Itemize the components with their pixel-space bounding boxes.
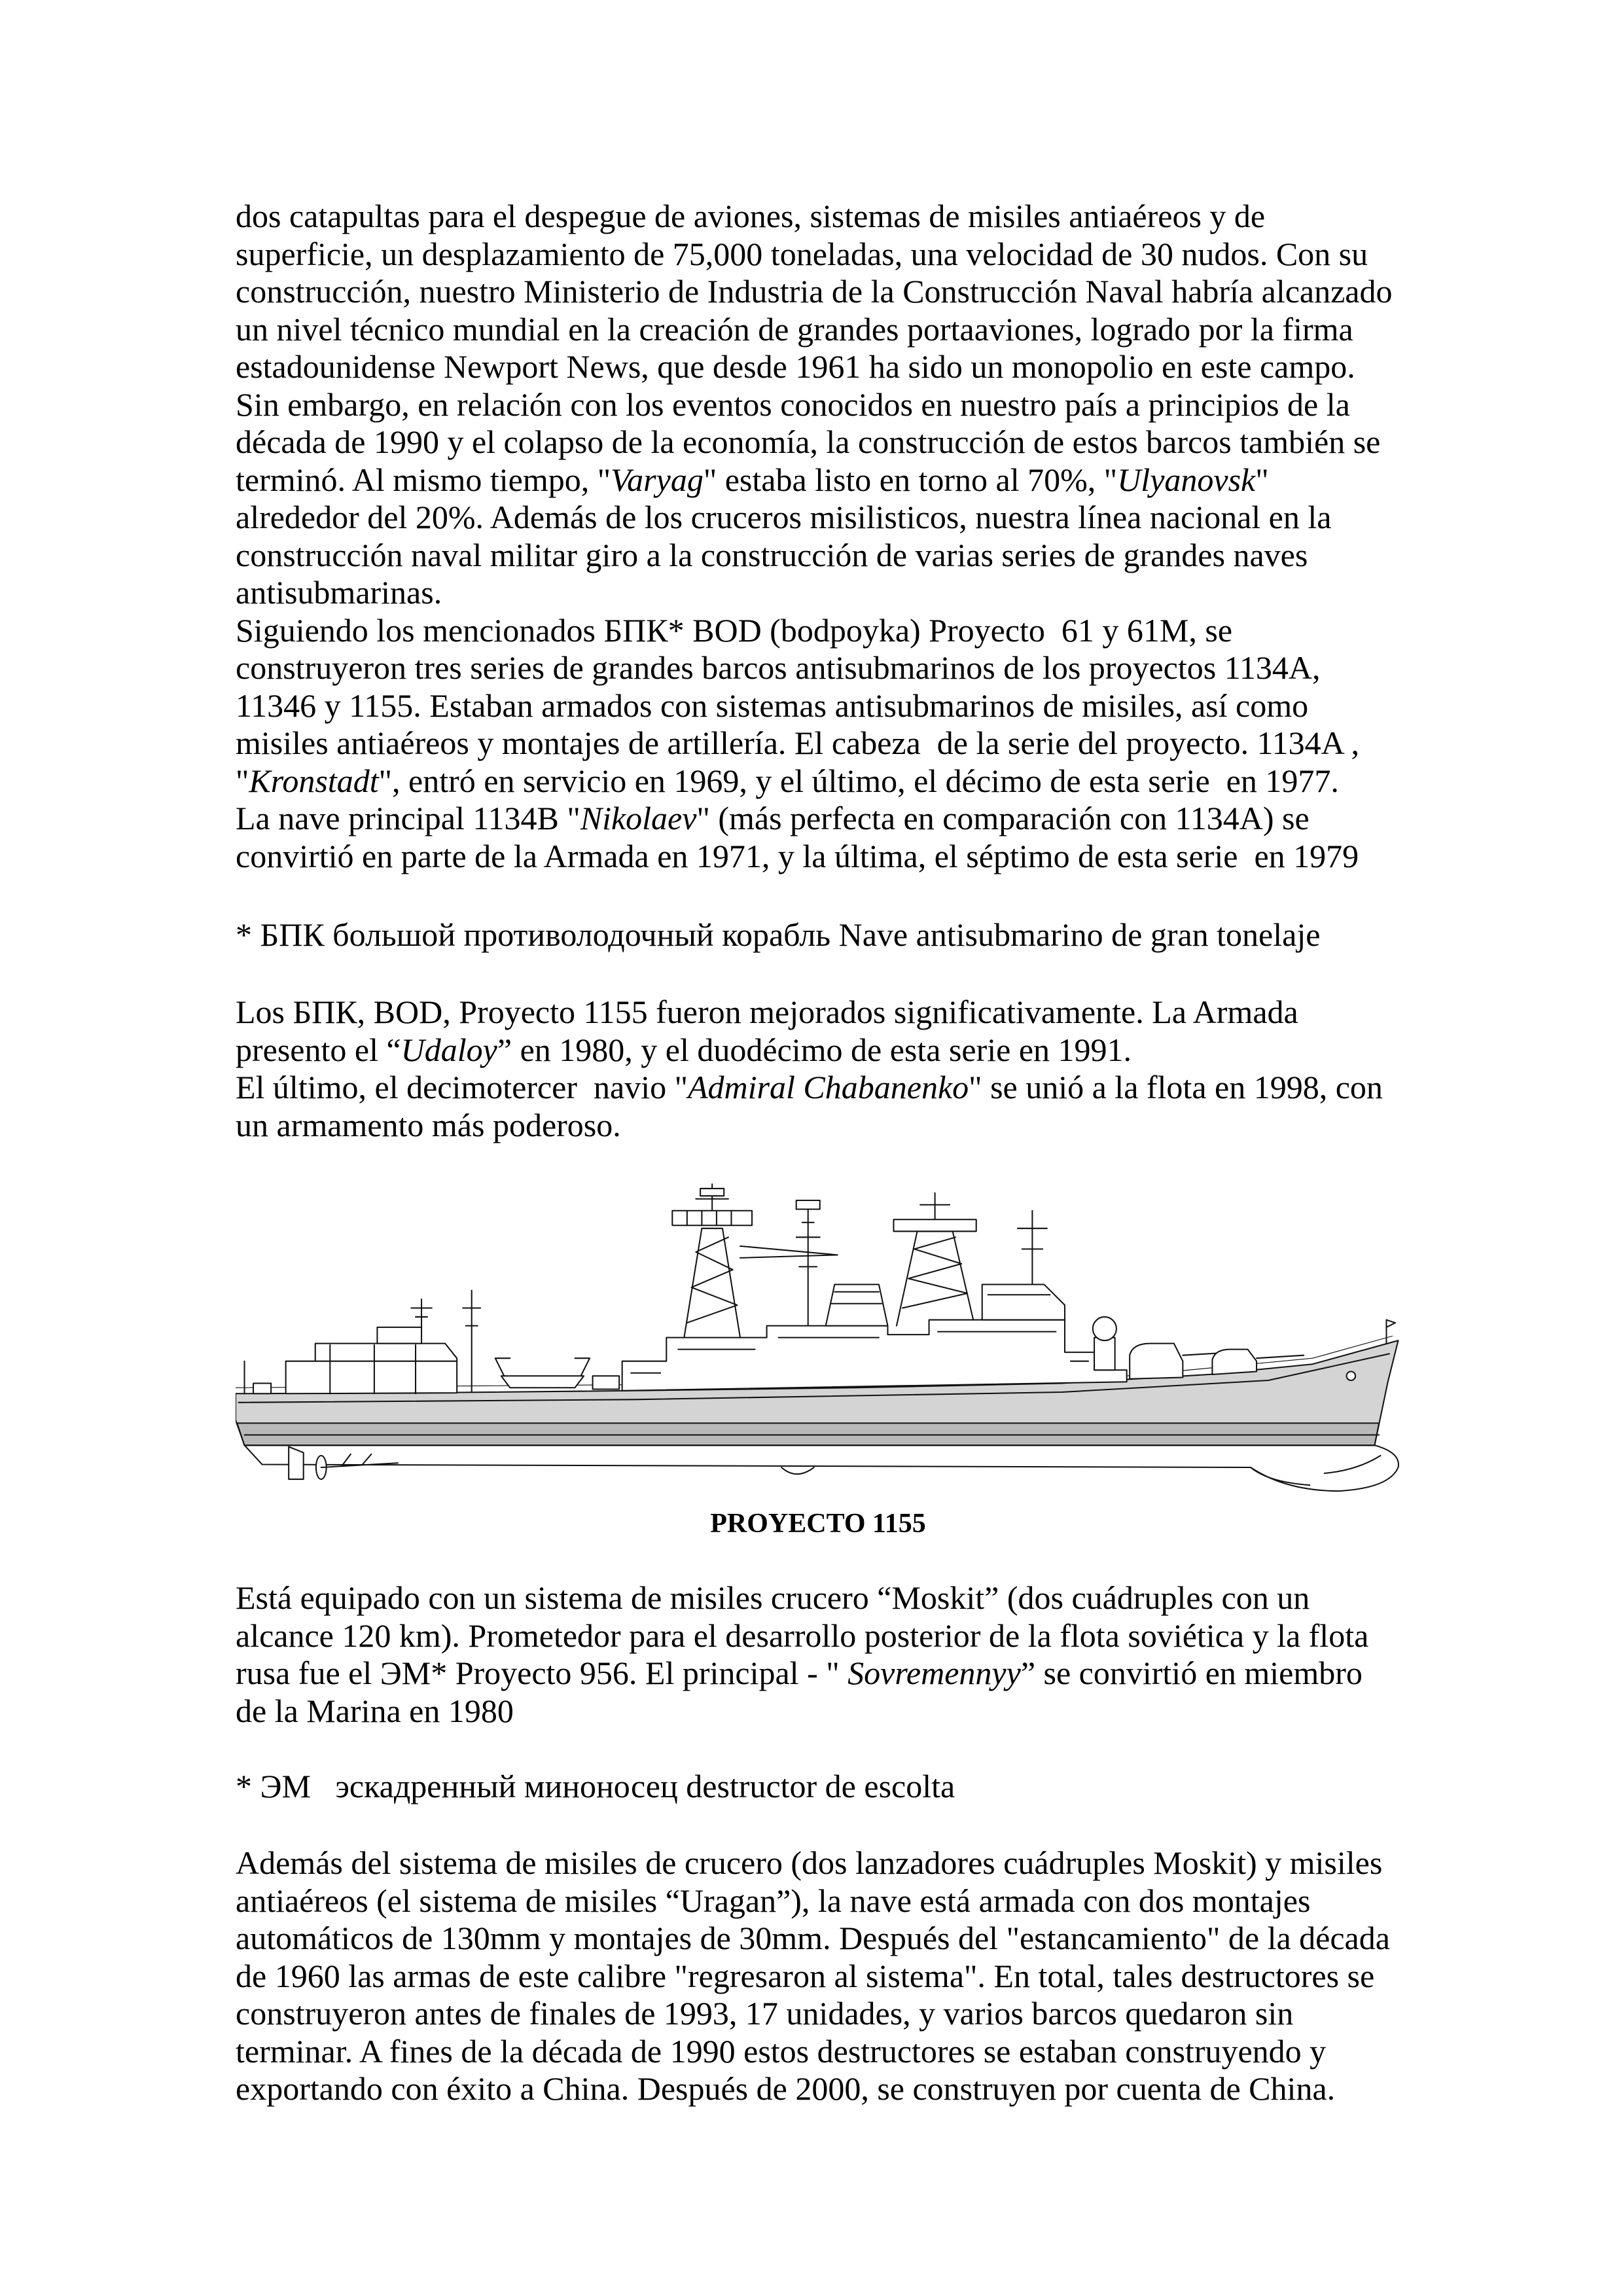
text-run: construyeron tres series de grandes barcos antisubmarinos de los proyectos 1134A,	[236, 649, 1321, 686]
italic-ship-name: Nikolaev	[580, 800, 697, 836]
text-line	[236, 1655, 1407, 1693]
text-line	[236, 537, 1407, 575]
text-line	[236, 423, 1407, 461]
text-line	[236, 725, 1407, 762]
text-line	[236, 2033, 1407, 2071]
aft-mast	[411, 1299, 432, 1327]
text-run: estadounidense Newport News, que desde 1961 ha sido un monopolio en este campo.	[236, 348, 1355, 385]
text-run: rusa fue el ЭМ* Proyecto 956. El principal - "	[236, 1655, 848, 1691]
text-line	[236, 499, 1407, 537]
text-line	[236, 1958, 1407, 1996]
text-run: alrededor del 20%. Además de los cruceros misilisticos, nuestra línea nacional en la	[236, 499, 1332, 535]
text-line	[236, 1031, 1407, 1069]
text-run: de la Marina en 1980	[236, 1692, 514, 1729]
text-run: de 1960 las armas de este calibre "regresaron al sistema". En total, tales destructores se	[236, 1957, 1375, 1994]
fire-control-director	[1093, 1317, 1116, 1340]
footnote-em	[236, 1768, 1407, 1806]
text-run: construcción, nuestro Ministerio de Industria de la Construcción Naval habría alcanzado	[236, 273, 1393, 310]
text-line	[236, 198, 1407, 236]
funnel	[826, 1284, 888, 1325]
text-line	[236, 1069, 1407, 1107]
italic-ship-name: Ulyanovsk	[1117, 461, 1256, 498]
text-line	[236, 994, 1407, 1031]
text-run: alcance 120 km). Prometedor para el desarrollo posterior de la flota soviética y la flota	[236, 1617, 1369, 1654]
forward-lattice-tower	[897, 1193, 973, 1326]
text-run: convirtió en parte de la Armada en 1971, y la última, el séptimo de esta serie en 1979	[236, 837, 1359, 874]
text-line	[236, 762, 1407, 800]
text-run: superficie, un desplazamiento de 75,000 toneladas, una velocidad de 30 nudos. Con su	[236, 235, 1368, 272]
paragraph-moskit	[236, 1579, 1407, 1730]
boat-davits	[495, 1358, 590, 1376]
text-run: ” se convirtió en miembro	[1020, 1655, 1363, 1691]
text-run: un nivel técnico mundial en la creación de grandes portaaviones, logrado por la firma	[236, 310, 1353, 348]
hull-lower-band	[237, 1423, 1379, 1445]
ship-boat	[501, 1376, 584, 1388]
bridge	[982, 1284, 1065, 1319]
text-line	[236, 1882, 1407, 1920]
surface-search-radar	[893, 1219, 976, 1231]
text-run: Siguiendo los mencionados БПК* BOD (bodpoyka) Proyecto 61 y 61M, se	[236, 611, 1233, 649]
italic-ship-name: Admiral Chabanenko	[688, 1069, 969, 1105]
text-run: un armamento más poderoso.	[236, 1106, 621, 1143]
text-run: antiaéreos (el sistema de misiles “Uragan”), la nave está armada con dos montajes	[236, 1882, 1311, 1919]
text-run: dos catapultas para el despegue de aviones, sistemas de misiles antiaéreos y de	[236, 198, 1266, 234]
text-run: terminar. A fines de la década de 1990 estos destructores se estaban construyendo y	[236, 2032, 1327, 2070]
keel-fin	[781, 1467, 814, 1474]
text-run: "	[236, 762, 249, 799]
text-run: " (más perfecta en comparación con 1134A) se	[696, 800, 1310, 836]
italic-ship-name: Sovremennyy	[847, 1655, 1021, 1691]
text-run: ", entró en servicio en 1969, y el último, el décimo de esta serie en 1977.	[378, 762, 1339, 799]
paragraph-destroyers	[236, 1844, 1407, 2108]
main-lattice-mast	[684, 1184, 740, 1337]
antenna-mast	[796, 1208, 820, 1325]
text-run: "	[1255, 461, 1269, 498]
gun-turret-1	[1130, 1344, 1183, 1379]
text-run: * ЭМ эскадренный миноносец destructor de escolta	[236, 1768, 955, 1804]
text-line	[236, 273, 1407, 311]
whip-antenna	[463, 1290, 480, 1392]
text-run: El último, el decimotercer navio "	[236, 1069, 688, 1105]
text-line	[236, 386, 1407, 424]
crane-boom	[740, 1246, 838, 1258]
text-run: presento el “	[236, 1031, 401, 1068]
text-line	[236, 1995, 1407, 2033]
mast-top-antenna	[700, 1189, 724, 1196]
gun-turret-2	[1212, 1350, 1257, 1374]
rudder	[289, 1446, 304, 1479]
ship-profile-drawing	[236, 1178, 1401, 1496]
text-line	[236, 1579, 1407, 1617]
figure-caption: PROYECTO 1155	[710, 1509, 926, 1539]
text-run: década de 1990 y el colapso de la economía, la construcción de estos barcos también se	[236, 423, 1381, 460]
text-run: " se unió a la flota en 1998, con	[969, 1069, 1383, 1105]
torpedo-tubes	[593, 1376, 620, 1389]
paragraph-aircraft-carriers	[236, 198, 1407, 875]
text-run: ” en 1980, y el duodécimo de esta serie en 1991.	[497, 1031, 1132, 1068]
text-run: construcción naval militar giro a la construcción de varias series de grandes naves	[236, 536, 1308, 573]
footnote-bpk	[236, 916, 1407, 954]
text-run: construyeron antes de finales de 1993, 17 unidades, y varios barcos quedaron sin	[236, 1995, 1294, 2032]
text-line	[236, 236, 1407, 274]
text-line	[236, 2070, 1407, 2108]
text-run: * БПК большой противолодочный корабль Nave antisubmarino de gran tonelaje	[236, 916, 1321, 953]
helicopter-hangar	[286, 1344, 457, 1394]
italic-ship-name: Udaloy	[401, 1031, 497, 1068]
text-line	[236, 311, 1407, 349]
text-run: 11346 y 1155. Estaban armados con sistemas antisubmarinos de misiles, así como	[236, 687, 1309, 724]
text-line	[236, 1844, 1407, 1882]
text-run: Está equipado con un sistema de misiles crucero “Moskit” (dos cuádruples con un	[236, 1579, 1310, 1616]
text-line	[236, 1693, 1407, 1731]
stern-winch	[253, 1384, 271, 1394]
text-line	[236, 649, 1407, 687]
main-deckhouse	[622, 1320, 1127, 1391]
italic-ship-name: Varyag	[611, 461, 704, 498]
italic-ship-name: Kronstadt	[249, 762, 379, 799]
text-run: Sin embargo, en relación con los eventos conocidos en nuestro país a principios de la	[236, 386, 1350, 423]
text-line	[236, 461, 1407, 499]
text-line	[236, 574, 1407, 612]
gun-barrel-2	[1257, 1355, 1304, 1359]
text-line	[236, 838, 1407, 876]
text-line	[236, 687, 1407, 725]
paragraph-udaloy	[236, 994, 1407, 1144]
text-line	[236, 916, 1407, 954]
text-run: misiles antiaéreos y montajes de artillería. El cabeza de la serie del proyecto. 1134A ,	[236, 725, 1359, 761]
text-run: " estaba listo en torno al 70%, "	[703, 461, 1118, 498]
text-line	[236, 1768, 1407, 1806]
text-run: La nave principal 1134B "	[236, 800, 580, 836]
foremast	[1018, 1211, 1047, 1285]
text-run: automáticos de 130mm y montajes de 30mm. Después del "estancamiento" de la década	[236, 1920, 1390, 1956]
underwater-hull	[245, 1445, 1399, 1491]
text-line	[236, 612, 1407, 650]
anchor	[1347, 1371, 1356, 1380]
text-line	[236, 1107, 1407, 1145]
text-line	[236, 1920, 1407, 1958]
text-run: antisubmarinas.	[236, 574, 442, 611]
antenna-mast-radar	[796, 1200, 820, 1210]
director-pedestal	[1094, 1338, 1115, 1371]
text-line	[236, 348, 1407, 386]
text-line	[236, 1617, 1407, 1655]
air-search-radar	[672, 1211, 752, 1226]
text-run: Los БПК, BOD, Proyecto 1155 fueron mejorados significativamente. La Armada	[236, 994, 1298, 1030]
text-run: terminó. Al mismo tiempo, "	[236, 461, 611, 498]
text-run: exportando con éxito a China. Después de 2000, se construyen por cuenta de China.	[236, 2070, 1336, 2107]
aft-launcher	[377, 1327, 421, 1344]
text-line	[236, 800, 1407, 838]
text-run: Además del sistema de misiles de crucero (dos lanzadores cuádruples Moskit) y misiles	[236, 1844, 1383, 1881]
jackstaff	[1386, 1320, 1395, 1344]
